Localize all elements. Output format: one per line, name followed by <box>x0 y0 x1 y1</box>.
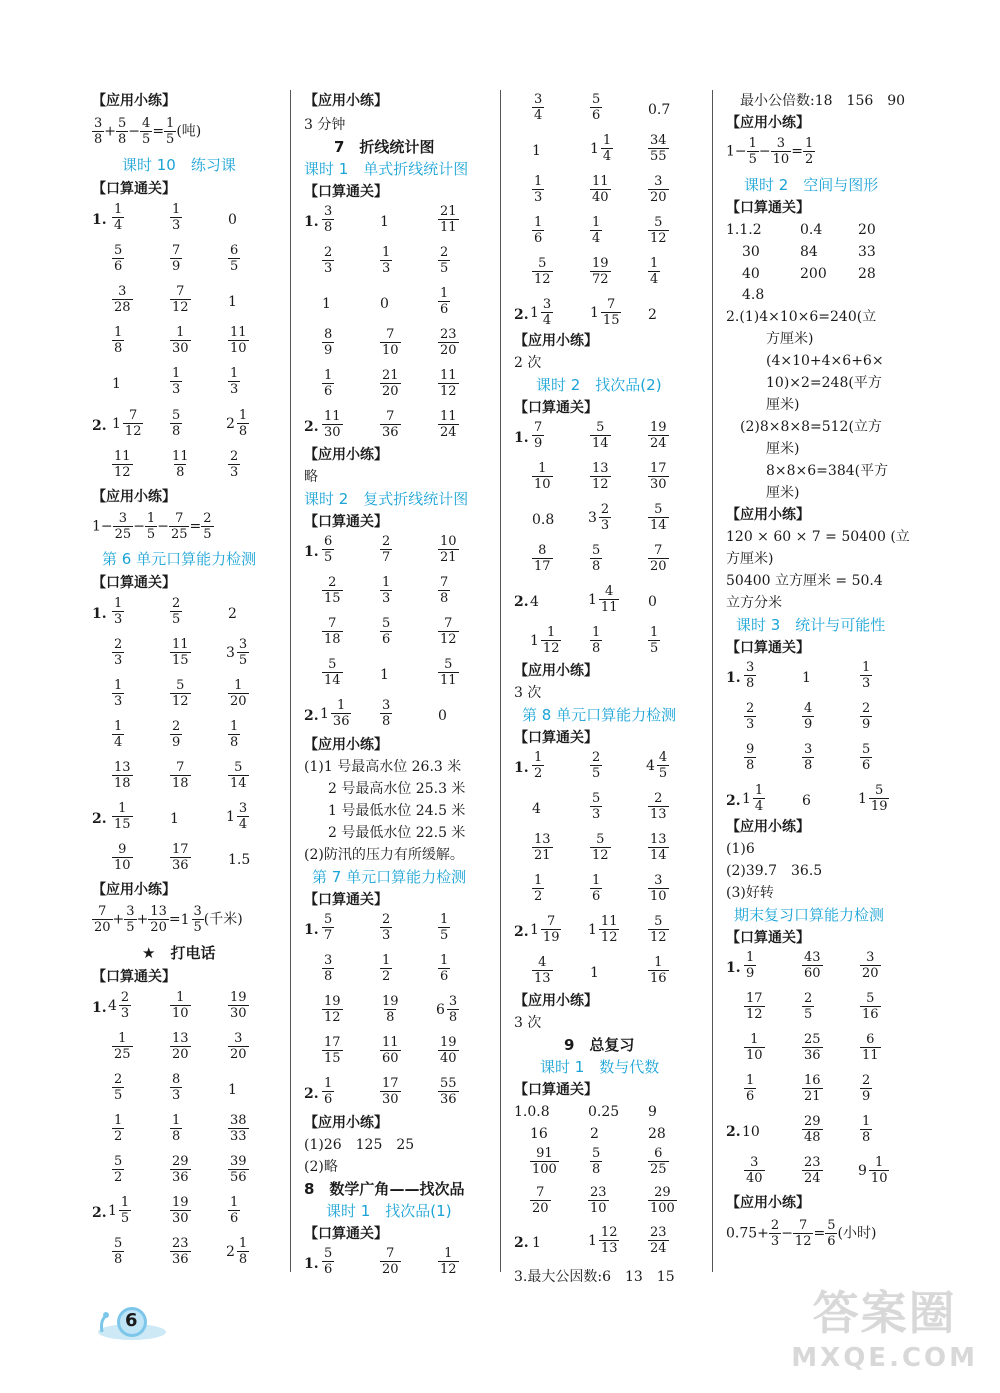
answer-text: (1)26 125 25 <box>304 1137 415 1153</box>
answer-text: 120 × 60 × 7 = 50400 (立 <box>726 529 910 545</box>
section-heading: 【口算通关】 <box>304 892 388 908</box>
lesson-title: 课时 2 复式折线统计图 <box>304 490 469 508</box>
answer-text: (1)6 <box>726 841 755 857</box>
answer-text: 2 号最高水位 25.3 米 <box>328 781 466 797</box>
equation: 1− $\frac{3}{25}$ − $\frac{1}{5}$ − $\frac{7}{25}$ = $\frac{2}{5}$ <box>92 511 212 542</box>
section-heading: 【应用小练】 <box>514 663 598 679</box>
column-divider <box>712 90 713 1272</box>
column-divider <box>290 90 291 1272</box>
section-title: ★ 打电话 <box>142 944 216 962</box>
section-heading: 【口算通关】 <box>514 1082 598 1098</box>
answer-text: (2)8×8×8=512(立方 <box>740 419 882 435</box>
answer-text: 3 分钟 <box>304 117 346 133</box>
section-heading: 【应用小练】 <box>726 819 810 835</box>
answer-text: 3 次 <box>514 1015 542 1031</box>
section-heading: 【应用小练】 <box>514 333 598 349</box>
lesson-title: 第 8 单元口算能力检测 <box>522 706 677 724</box>
section-heading: 【应用小练】 <box>92 882 176 898</box>
lesson-title: 期末复习口算能力检测 <box>734 906 885 924</box>
lesson-title: 课时 2 找次品(2) <box>536 376 662 394</box>
answer-text: 4.8 <box>742 287 765 303</box>
section-heading: 【口算通关】 <box>92 181 176 197</box>
section-heading: 【口算通关】 <box>726 930 810 946</box>
section-heading: 【口算通关】 <box>514 730 598 746</box>
section-heading: 【应用小练】 <box>514 993 598 1009</box>
answer-text: 方厘米) <box>766 331 814 347</box>
answer-text: (1)1 号最高水位 26.3 米 <box>304 759 462 775</box>
answer-text: 50400 立方厘米 = 50.4 <box>726 573 883 589</box>
answer-text: 最小公倍数:18 156 90 <box>740 93 906 109</box>
section-heading: 【应用小练】 <box>726 115 810 131</box>
section-heading: 【应用小练】 <box>304 93 388 109</box>
watermark-brand: 答案圈 <box>812 1286 957 1340</box>
section-heading: 【口算通关】 <box>304 514 388 530</box>
lesson-title: 第 6 单元口算能力检测 <box>102 550 257 568</box>
answer-text: (2)39.7 36.5 <box>726 863 823 879</box>
answer-text: 厘米) <box>766 485 800 501</box>
answer-text: 略 <box>304 469 318 485</box>
section-heading: 【口算通关】 <box>514 400 598 416</box>
answer-text: 2.(1)4×10×6=240(立 <box>726 309 877 325</box>
section-heading: 【口算通关】 <box>304 184 388 200</box>
section-heading: 【口算通关】 <box>726 640 810 656</box>
section-heading: 【应用小练】 <box>726 1195 810 1211</box>
equation: $\frac{7}{20}$ + $\frac{3}{5}$ + $\frac{13}{20}$ =1 $\frac{3}{5}$ (千米) <box>94 904 243 935</box>
section-heading: 【应用小练】 <box>304 737 388 753</box>
answer-text: (3)好转 <box>726 885 774 901</box>
lesson-title: 课时 10 练习课 <box>122 156 236 174</box>
answer-text: 厘米) <box>766 441 800 457</box>
answer-text: (2)防汛的压力有所缓解。 <box>304 847 464 863</box>
lesson-title: 课时 2 空间与图形 <box>744 176 879 194</box>
section-heading: 【应用小练】 <box>726 507 810 523</box>
section-heading: 【口算通关】 <box>92 575 176 591</box>
answer-text: 10)×2=248(平方 <box>766 375 882 391</box>
page-number: 6 <box>125 1310 138 1331</box>
answer-text: 2 次 <box>514 355 542 371</box>
section-heading: 【应用小练】 <box>92 93 176 109</box>
answer-text: 1 号最低水位 24.5 米 <box>328 803 466 819</box>
section-title: 8 数学广角——找次品 <box>304 1180 465 1198</box>
lesson-title: 第 7 单元口算能力检测 <box>312 868 467 886</box>
answer-text: 厘米) <box>766 397 800 413</box>
watermark-url: MXQE.COM <box>791 1343 978 1373</box>
lesson-title: 课时 1 单式折线统计图 <box>304 160 469 178</box>
section-heading: 【应用小练】 <box>304 447 388 463</box>
section-heading: 【口算通关】 <box>726 200 810 216</box>
section-heading: 【应用小练】 <box>92 489 176 505</box>
watermark <box>791 1277 978 1373</box>
section-heading: 【应用小练】 <box>304 1115 388 1131</box>
answer-text: 3.最大公因数:6 13 15 <box>514 1269 675 1285</box>
equation: $\frac{3}{8}$ + $\frac{5}{8}$ − $\frac{4}{5}$ = $\frac{1}{5}$ (吨) <box>94 116 202 147</box>
answer-text: 方厘米) <box>726 551 774 567</box>
equation: 0.75+ $\frac{2}{3}$ − $\frac{7}{12}$ = $\frac{5}{6}$ (小时) <box>726 1218 877 1249</box>
answer-text: 立方分米 <box>726 595 782 611</box>
answer-text: (2)略 <box>304 1159 338 1175</box>
lesson-title: 课时 1 数与代数 <box>540 1058 660 1076</box>
section-title: 7 折线统计图 <box>334 138 435 156</box>
answer-text: 8×8×6=384(平方 <box>766 463 889 479</box>
lesson-title: 课时 3 统计与可能性 <box>736 616 886 634</box>
column-divider <box>500 90 501 1272</box>
equation: 1− $\frac{1}{5}$ − $\frac{3}{10}$ = $\frac{1}{2}$ <box>726 136 814 167</box>
section-heading: 【口算通关】 <box>92 969 176 985</box>
answer-text: 2 号最低水位 22.5 米 <box>328 825 466 841</box>
page-number-badge <box>92 1302 168 1342</box>
section-heading: 【口算通关】 <box>304 1226 388 1242</box>
lesson-title: 课时 1 找次品(1) <box>326 1202 452 1220</box>
answer-text: (4×10+4×6+6× <box>766 353 884 369</box>
section-title: 9 总复习 <box>564 1036 635 1054</box>
answer-text: 3 次 <box>514 685 542 701</box>
